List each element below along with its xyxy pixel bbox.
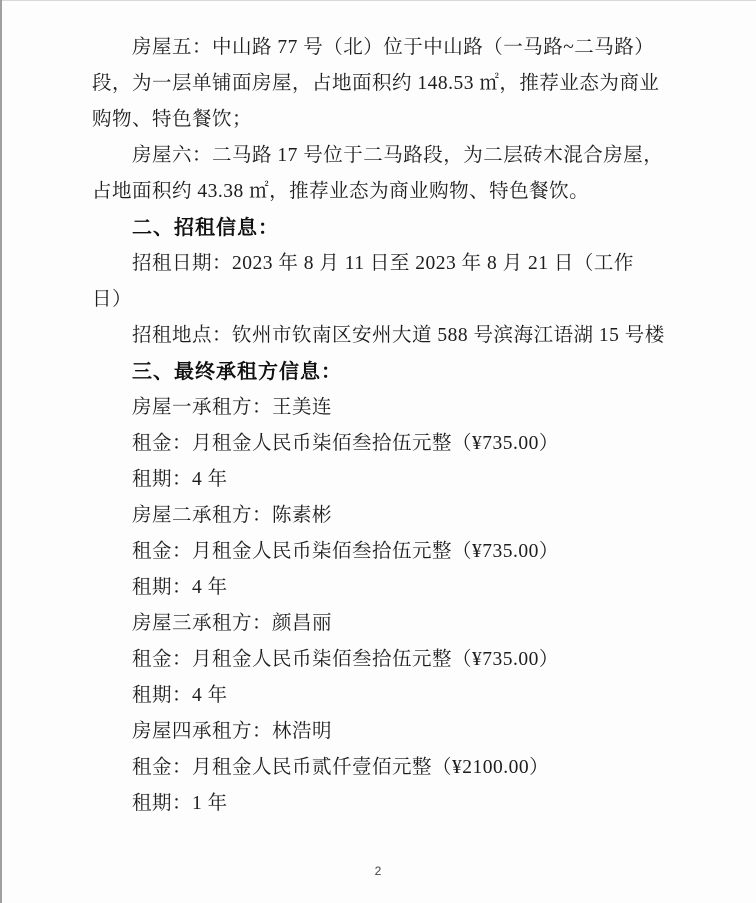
text-line: 段，为一层单铺面房屋，占地面积约 148.53 ㎡，推荐业态为商业 (92, 73, 660, 94)
text-line: 房屋五：中山路 77 号（北）位于中山路（一马路~二马路） (132, 37, 655, 58)
text-line: 房屋六：二马路 17 号位于二马路段，为二层砖木混合房屋， (132, 145, 664, 166)
scan-edge-left (0, 0, 2, 903)
text-line: 租金：月租金人民币贰仟壹佰元整（¥2100.00） (132, 757, 550, 778)
text-line: 招租地点：钦州市钦南区安州大道 588 号滨海江语湖 15 号楼 (132, 325, 665, 346)
text-line: 招租日期：2023 年 8 月 11 日至 2023 年 8 月 21 日（工作 (132, 253, 634, 274)
text-line: 租期：4 年 (132, 577, 228, 598)
text-line: 租金：月租金人民币柒佰叁拾伍元整（¥735.00） (132, 649, 559, 670)
text-line: 占地面积约 43.38 ㎡，推荐业态为商业购物、特色餐饮。 (92, 181, 590, 202)
text-line: 房屋二承租方：陈素彬 (132, 505, 333, 526)
text-line: 租期：4 年 (132, 685, 228, 706)
text-line: 房屋三承租方：颜昌丽 (132, 613, 333, 634)
document-content (92, 30, 732, 822)
text-line: 日） (92, 289, 133, 310)
page-number: 2 (374, 864, 382, 878)
section-heading: 二、招租信息： (132, 217, 279, 239)
text-line: 租期：1 年 (132, 793, 228, 814)
section-heading: 三、最终承租方信息： (132, 361, 342, 383)
text-line: 购物、特色餐饮； (92, 109, 253, 130)
text-line: 房屋一承租方：王美连 (132, 397, 333, 418)
text-line: 租期：4 年 (132, 469, 228, 490)
text-line: 租金：月租金人民币柒佰叁拾伍元整（¥735.00） (132, 541, 559, 562)
scan-edge-top (0, 0, 756, 1)
text-line: 租金：月租金人民币柒佰叁拾伍元整（¥735.00） (132, 433, 559, 454)
text-line: 房屋四承租方：林浩明 (132, 721, 333, 742)
